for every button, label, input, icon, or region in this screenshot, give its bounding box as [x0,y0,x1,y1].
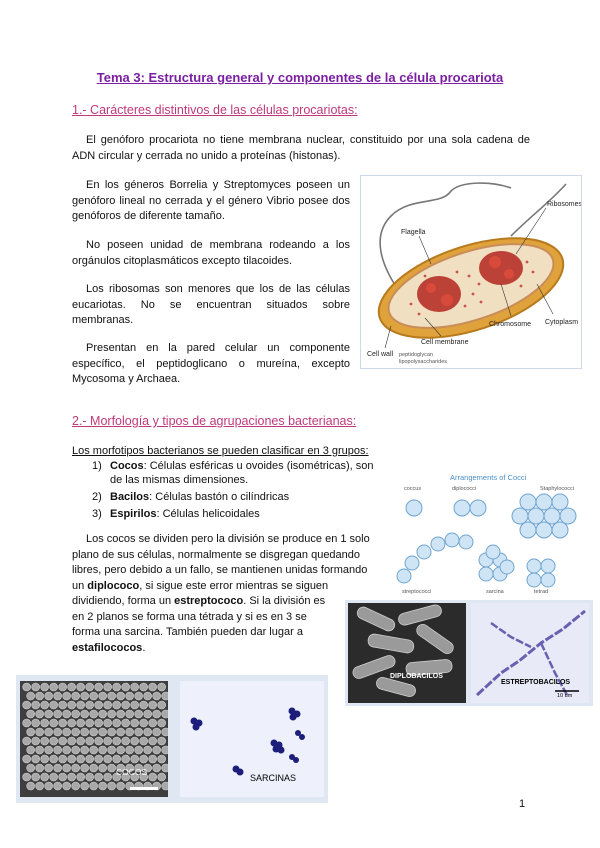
bold-estreptococo: estreptococo [174,595,244,607]
coccus-cell-texture [162,692,168,700]
coccus-cell-texture [131,701,139,709]
coccus-cell-texture [72,782,80,790]
coccus-cell-texture [99,746,107,754]
coccus-cell-texture [81,782,89,790]
coccus-cell-texture [32,773,40,781]
lipopolysaccharides-label: lipopolysaccharides [399,359,447,365]
coccus-cell-texture [90,728,98,736]
coccus-cell-texture [144,728,152,736]
paragraph-line: libres, pero debido a un fallo, se mantienen unidas formando [72,564,368,576]
coccus-cell-texture [162,746,168,754]
cytoplasm-label: Cytoplasm [545,319,579,326]
coccus-cell-texture [126,692,134,700]
coccus-cell-texture [23,683,31,691]
scale-label: 10 um [557,693,573,699]
coccus-cell-texture [113,719,121,727]
coccus-cell-texture [41,755,49,763]
coccus-cell-texture [158,701,166,709]
coccus-cell-texture [140,755,148,763]
coccus-cell-texture [68,683,76,691]
estreptobacilos-photo [471,603,589,703]
coccus-cell-texture [36,782,44,790]
sarcina-label: sarcina [486,589,504,595]
coccus-cell-texture [104,683,112,691]
coccus-cell-texture [122,683,130,691]
cocos-photo [20,681,168,797]
list-text: : Células bastón o cilíndricas [149,491,290,503]
coccus-cell-texture [27,746,35,754]
coccus-cell-texture [59,755,67,763]
coccus-cell-texture [27,710,35,718]
coccus-cell-texture [95,773,103,781]
coccus-cell-texture [108,746,116,754]
coccus-cell-texture [90,782,98,790]
coccus-cell-texture [54,764,62,772]
cocci-arrangements-figure [390,468,590,596]
cocos-image [20,681,168,797]
coccus-cell-texture [50,737,58,745]
coccus-cell-texture [104,773,112,781]
coccus-cell-texture [59,773,67,781]
coccus-cell-texture [63,692,71,700]
coccus-cell-texture [122,719,130,727]
coccus-cell-texture [63,782,71,790]
coccus-cell-texture [27,782,35,790]
list-text: : Células helicoidales [156,508,260,520]
coccus-cell-texture [27,692,35,700]
coccus-cell-texture [50,755,58,763]
chromosome-blob-2 [479,251,523,285]
estreptobacilos-image [471,603,589,703]
coccus-cell-texture [81,764,89,772]
coccus-cell-texture [99,728,107,736]
coccus-cell-texture [153,710,161,718]
coccus-cell-texture [108,782,116,790]
coccus-cell-texture [117,728,125,736]
coccus-cell-texture [95,683,103,691]
coccus-cell-texture [158,719,166,727]
coccus-cell-texture [149,683,157,691]
coccus-cell-texture [99,692,107,700]
section1-paragraph-1: El genóforo procariota no tiene membrana nuclear, constituido por una sola cadena de ADN circular y cerrada no unido a proteínas (histonas). [72,134,530,162]
coccus-cell-texture [135,728,143,736]
coccus-cell-texture [108,692,116,700]
coccus-cell-texture [54,692,62,700]
list-term: Bacilos [110,491,150,503]
cell-wall-label: Cell wall [367,351,394,358]
coccus-cell-texture [122,701,130,709]
coccus-cell-texture [95,737,103,745]
coccus-cell-texture [45,782,53,790]
coccus-cell-texture [149,755,157,763]
paragraph-line: plano de sus células, normalmente se disgregan quedando [72,548,361,561]
coccus-cell-texture [27,728,35,736]
coccus-cell-texture [117,746,125,754]
coccus-cell-texture [45,728,53,736]
section1-paragraph-2: En los géneros Borrelia y Streptomyces poseen un genóforo lineal no cerrada y el género Vibrio posee dos genóforos de diferente tamaño. [72,179,350,222]
coccus-cell-texture [131,719,139,727]
coccus-cell-texture [131,683,139,691]
morphotypes-list [92,459,382,521]
coccus-cell-texture [32,701,40,709]
coccus-cell-texture [113,755,121,763]
coccus-cell-texture [108,764,116,772]
coccus-cell-texture [117,782,125,790]
chromosome-detail [504,269,514,279]
coccus-cell-texture [140,701,148,709]
coccus-cell-texture [41,773,49,781]
cell-diagram [361,176,581,368]
peptidoglycan-label: peptidoglycan [399,352,433,358]
coccus-cell-texture [153,746,161,754]
coccus-cell-texture [104,719,112,727]
section1-heading: 1.- Carácteres distintivos de las células procariotas: [72,103,358,117]
section1-paragraph-5: Presentan en la pared celular un componente específico, el peptidoglicano o mureína, excepto Mycosoma y Archaea. [72,342,350,385]
coccus-cell-texture [59,719,67,727]
coccus-cell-texture [140,719,148,727]
coccus-cell-texture [162,782,168,790]
diplobacilos-image [348,603,466,703]
coccus-cell-texture [113,701,121,709]
coccus-cell-texture [77,755,85,763]
paragraph-line: Los cocos se dividen pero la división se produce en 1 solo [86,533,370,545]
coccus-cell-texture [86,683,94,691]
coccus-cell-texture [45,710,53,718]
coccus-cell-texture [131,755,139,763]
coccus-cell-texture [23,719,31,727]
chromosome-detail [489,256,501,268]
coccus-cell-texture [68,755,76,763]
coccus-cell-texture [90,710,98,718]
coccus-cell-texture [23,755,31,763]
coccus-cell-texture [144,746,152,754]
coccus-cell-texture [54,710,62,718]
coccus-cell-texture [86,755,94,763]
chromosome-blob-1 [417,276,461,312]
coccus-cell-texture [126,728,134,736]
coccus-cell-texture [140,737,148,745]
coccus-cell-texture [149,701,157,709]
coccus-cell-texture [45,692,53,700]
flagellum-2 [511,184,566,236]
coccus-cell-texture [32,719,40,727]
coccus-cell-texture [41,701,49,709]
paragraph-line: dividiendo, forma un estreptococo. Si la división es [72,595,326,607]
coccus-cell-texture [23,701,31,709]
page-title: Tema 3: Estructura general y componentes de la célula procariota [96,70,504,85]
coccus-cell-texture [95,701,103,709]
coccus-cell-texture [158,683,166,691]
coccus-cell-texture [122,755,130,763]
coccus-cell-texture [104,755,112,763]
coccus-cell-texture [81,710,89,718]
chromosome-detail [426,283,436,293]
coccus-cell-texture [36,692,44,700]
cocci-division-paragraph [72,532,370,656]
coccus-cell-texture [162,764,168,772]
list-term: Cocos [110,460,144,472]
coccus-cell-texture [54,746,62,754]
cocci-figure-title: Arrangements of Cocci [450,473,527,482]
cocci-cells [397,494,576,587]
coccus-cell-texture [72,692,80,700]
estreptobacilos-label: ESTREPTOBACILOS [501,679,571,686]
coccus-cell-texture [90,764,98,772]
paragraph-line: estafilococos. [72,641,146,654]
coccus-cell-texture [59,701,67,709]
cocos-label: COCOS [116,767,148,777]
coccus-cell-texture [108,710,116,718]
coccus-cell-texture [149,737,157,745]
coccus-cell-texture [144,710,152,718]
coccus-cell-texture [162,728,168,736]
coccus-cell-texture [153,692,161,700]
coccus-cell-texture [77,773,85,781]
coccus-cell-texture [135,710,143,718]
ribosomes-label: Ribosomes [547,201,581,208]
coccus-cell-texture [63,746,71,754]
morphotypes-intro: Los morfotipos bacterianos se pueden clasificar en 3 grupos: [72,445,369,457]
list-number: 3) [92,508,102,520]
sarcinas-photo [180,681,324,797]
coccus-cell-texture [81,728,89,736]
coccus-cell-texture [153,764,161,772]
coccus-cell-texture [72,728,80,736]
coccus-cell-texture [32,755,40,763]
list-text: : Células esféricas u ovoides (isométricas), son de las mismas dimensiones. [110,460,374,486]
cell-membrane-label: Cell membrane [421,339,469,346]
coccus-cell-texture [162,710,168,718]
section2-heading: 2.- Morfología y tipos de agrupaciones bacterianas: [72,414,357,428]
coccus-cell-texture [68,719,76,727]
bold-diplococo: diplococo [87,579,140,592]
coccus-cell-texture [140,683,148,691]
coccus-cell-texture [68,737,76,745]
coccus-cell-texture [149,719,157,727]
coccus-cell-texture [32,737,40,745]
coccus-cell-texture [158,773,166,781]
list-item [92,490,382,504]
coccus-cell-texture [135,692,143,700]
coccus-cell-texture [41,683,49,691]
coccus-cell-texture [63,728,71,736]
coccus-cell-texture [108,728,116,736]
coccus-cell-texture [104,701,112,709]
coccus-cell-texture [72,710,80,718]
coccus-cell-texture [135,746,143,754]
coccus-cell-texture [117,692,125,700]
coccus-cell-texture [99,710,107,718]
coccus-cell-texture [90,692,98,700]
page-number: 1 [519,798,526,810]
coccus-cell-texture [50,719,58,727]
streptococci-label: streptococci [402,589,432,595]
coccus-cell-texture [158,755,166,763]
staphylococci-label: Staphylococci [540,486,574,492]
coccus-cell-texture [86,737,94,745]
diplococci-label: diplococci [452,486,477,492]
sarcinas-label: SARCINAS [250,773,297,783]
coccus-cell-texture [54,782,62,790]
coccus-cell-texture [149,773,157,781]
coccus-cell-texture [117,710,125,718]
coccus-cell-texture [126,746,134,754]
coccus-cell-texture [36,710,44,718]
list-item [92,507,382,521]
coccus-label: coccus [404,486,422,492]
coccus-cell-texture [72,764,80,772]
coccus-cell-texture [27,764,35,772]
coccus-cell-texture [77,683,85,691]
coccus-cell-texture [45,764,53,772]
coccus-cell-texture [23,737,31,745]
section1-paragraph-3: No poseen unidad de membrana rodeando a los orgánulos citoplasmáticos excepto tilacoides. [72,239,350,267]
coccus-cell-texture [72,746,80,754]
coccus-cell-texture [113,683,121,691]
flagella-label: Flagella [401,229,426,236]
coccus-cell-texture [81,692,89,700]
coccus-cell-texture [77,737,85,745]
coccus-cell-texture [122,737,130,745]
coccus-cell-texture [126,710,134,718]
coccus-cell-texture [54,728,62,736]
coccus-cell-texture [86,701,94,709]
coccus-cell-texture [41,719,49,727]
coccus-cell-texture [153,728,161,736]
coccus-cell-texture [68,773,76,781]
coccus-cell-texture [36,764,44,772]
coccus-cell-texture [86,719,94,727]
paragraph-line: un diplococo, si sigue este error mientras se siguen [72,579,329,592]
paragraph-line: forma una sarcina. También pueden dar lugar a [72,626,303,638]
diplobacilos-photo [348,603,466,703]
coccus-cell-texture [59,683,67,691]
coccus-cell-texture [131,737,139,745]
coccus-cell-texture [104,737,112,745]
list-number: 1) [92,460,102,472]
coccus-cell-texture [63,764,71,772]
diplobacilos-label: DIPLOBACILOS [390,673,443,680]
coccus-cell-texture [99,782,107,790]
coccus-cell-texture [77,701,85,709]
coccus-cell-texture [99,764,107,772]
coccus-cell-texture [32,683,40,691]
chromosome-detail [441,294,453,306]
coccus-cell-texture [113,737,121,745]
coccus-cell-texture [45,746,53,754]
coccus-cell-texture [50,683,58,691]
coccus-cell-texture [68,701,76,709]
section1-paragraph-4: Los ribosomas son menores que los de las células eucariotas. No se encuentran situados sobre membranas. [72,283,350,326]
coccus-cell-texture [144,692,152,700]
cocci-diagram [390,468,590,596]
coccus-cell-texture [36,746,44,754]
coccus-cell-texture [86,773,94,781]
list-item [92,459,382,487]
bold-estafilococos: estafilococos [72,641,143,654]
bacilli-photo-panel [345,600,593,706]
cocci-photo-panel [16,675,328,803]
coccus-cell-texture [50,701,58,709]
coccus-cell-texture [158,737,166,745]
prokaryotic-cell-figure [360,175,582,369]
coccus-cell-texture [23,773,31,781]
tetrad-label: tetrad [534,589,549,595]
coccus-cell-texture [90,746,98,754]
list-term: Espirilos [110,508,157,520]
coccus-cell-texture [95,755,103,763]
chromosome-label: Chromosome [489,321,532,328]
coccus-cell-texture [50,773,58,781]
coccus-cell-texture [41,737,49,745]
coccus-cell-texture [77,719,85,727]
coccus-cell-texture [81,746,89,754]
coccus-cell-texture [59,737,67,745]
paragraph-line: en 2 planos se forma una tétrada y si es en 3 se [72,610,307,623]
coccus-cell-texture [95,719,103,727]
coccus-cell-texture [63,710,71,718]
list-number: 2) [92,491,102,503]
coccus-cell-texture [36,728,44,736]
